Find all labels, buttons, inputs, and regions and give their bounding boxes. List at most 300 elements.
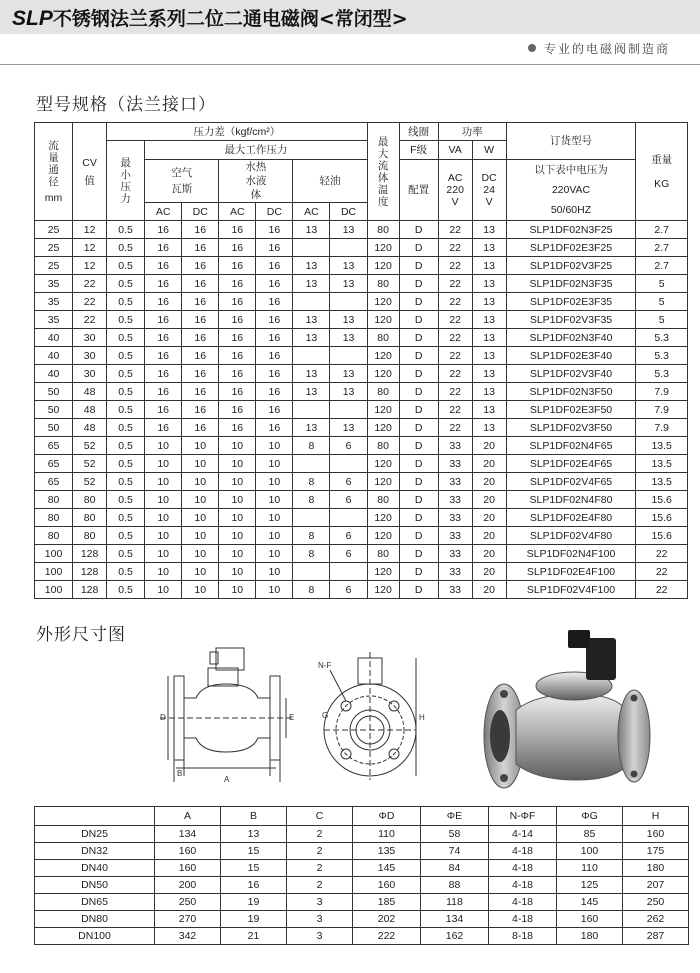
spec-cell: 80 [367, 437, 399, 455]
spec-cell [330, 239, 367, 257]
spec-cell: D [399, 383, 438, 401]
spec-cell: 13 [330, 329, 367, 347]
dims-cell: DN80 [35, 911, 155, 928]
spec-cell: 30 [73, 347, 107, 365]
spec-cell: 120 [367, 257, 399, 275]
spec-cell: 120 [367, 509, 399, 527]
dims-cell: 270 [155, 911, 221, 928]
dims-cell: 200 [155, 877, 221, 894]
spec-cell: 12 [73, 239, 107, 257]
spec-cell: 13.5 [636, 455, 688, 473]
spec-cell: 13 [330, 383, 367, 401]
spec-cell: 7.9 [636, 401, 688, 419]
dims-cell: DN25 [35, 826, 155, 843]
spec-row [35, 563, 688, 581]
dims-cell: 160 [155, 843, 221, 860]
spec-cell: 10 [219, 455, 256, 473]
spec-cell: 20 [472, 563, 506, 581]
spec-cell: 0.5 [107, 329, 145, 347]
spec-cell: 120 [367, 365, 399, 383]
spec-cell [330, 293, 367, 311]
dims-cell: 13 [221, 826, 287, 843]
spec-row [35, 365, 688, 383]
dims-cell: 4-18 [489, 894, 557, 911]
spec-cell: 10 [256, 563, 293, 581]
spec-cell: 16 [145, 419, 182, 437]
spec-cell: D [399, 455, 438, 473]
spec-cell: SLP1DF02E4F100 [506, 563, 636, 581]
spec-cell: 10 [219, 509, 256, 527]
col-coil: 线圈 [399, 123, 438, 141]
dims-cell: 85 [557, 826, 623, 843]
photo-right-flange [618, 690, 650, 782]
label-nf: N-F [318, 661, 332, 670]
spec-cell: 10 [219, 437, 256, 455]
spec-cell: 10 [182, 509, 219, 527]
spec-cell: D [399, 437, 438, 455]
spec-cell: 22 [636, 563, 688, 581]
label-b: B [177, 769, 183, 778]
col-light-oil: 轻油 [293, 160, 367, 203]
spec-cell: 13 [472, 329, 506, 347]
dims-row [35, 928, 689, 945]
col-cv: CV 值 [73, 123, 107, 221]
dims-section-title: 外形尺寸图 [36, 625, 126, 645]
col-va: VA [438, 141, 472, 160]
dims-cell: 84 [421, 860, 489, 877]
spec-cell: 16 [145, 329, 182, 347]
spec-cell: 5.3 [636, 365, 688, 383]
spec-row [35, 275, 688, 293]
spec-cell: 10 [182, 527, 219, 545]
spec-cell: 8 [293, 527, 330, 545]
dims-cell: 202 [353, 911, 421, 928]
spec-cell: 52 [73, 473, 107, 491]
spec-cell: 0.5 [107, 221, 145, 239]
spec-cell: 5 [636, 293, 688, 311]
spec-cell: 25 [35, 257, 73, 275]
spec-cell: SLP1DF02V3F40 [506, 365, 636, 383]
dims-cell: 160 [623, 826, 689, 843]
spec-cell: 5 [636, 311, 688, 329]
dims-cell: 8-18 [489, 928, 557, 945]
dims-cell: 145 [557, 894, 623, 911]
spec-cell: 120 [367, 293, 399, 311]
spec-cell: 5.3 [636, 347, 688, 365]
spec-cell: 0.5 [107, 239, 145, 257]
col-max-working-pressure: 最大工作压力 [145, 141, 367, 160]
spec-cell: 22 [438, 329, 472, 347]
dims-cell: 3 [287, 894, 353, 911]
spec-cell: 35 [35, 275, 73, 293]
spec-cell: 16 [145, 401, 182, 419]
spec-row [35, 437, 688, 455]
spec-cell: 16 [182, 311, 219, 329]
spec-row [35, 491, 688, 509]
dims-cell: 145 [353, 860, 421, 877]
spec-cell: 22 [438, 275, 472, 293]
dims-cell: 2 [287, 843, 353, 860]
spec-cell: 16 [256, 257, 293, 275]
spec-cell [293, 401, 330, 419]
spec-cell: 13 [330, 221, 367, 239]
spec-cell: 120 [367, 419, 399, 437]
spec-cell: 16 [145, 221, 182, 239]
spec-cell: 0.5 [107, 275, 145, 293]
sub-dc: DC [330, 203, 367, 221]
dims-cell: 162 [421, 928, 489, 945]
spec-cell: 10 [256, 581, 293, 599]
spec-cell: 13 [293, 383, 330, 401]
spec-cell: SLP1DF02N3F35 [506, 275, 636, 293]
dims-cell: 100 [557, 843, 623, 860]
spec-cell: 65 [35, 473, 73, 491]
spec-cell: 10 [182, 491, 219, 509]
spec-cell: 13 [472, 419, 506, 437]
spec-cell: 10 [182, 437, 219, 455]
spec-cell: 16 [219, 419, 256, 437]
spec-cell: SLP1DF02N3F25 [506, 221, 636, 239]
spec-cell: 8 [293, 437, 330, 455]
spec-cell: 16 [145, 293, 182, 311]
spec-cell: 10 [256, 509, 293, 527]
dims-cell: 3 [287, 928, 353, 945]
spec-cell: D [399, 257, 438, 275]
spec-cell: 10 [182, 545, 219, 563]
spec-cell [293, 347, 330, 365]
spec-cell: 15.6 [636, 527, 688, 545]
spec-cell: SLP1DF02V4F80 [506, 527, 636, 545]
spec-cell: 6 [330, 545, 367, 563]
spec-cell: 120 [367, 581, 399, 599]
spec-cell [293, 509, 330, 527]
spec-cell: 10 [219, 581, 256, 599]
col-water: 水热水液体 [219, 160, 293, 203]
spec-cell: 22 [636, 545, 688, 563]
spec-cell: SLP1DF02N4F100 [506, 545, 636, 563]
spec-cell: D [399, 275, 438, 293]
spec-cell: 16 [219, 293, 256, 311]
spec-cell: 13 [330, 257, 367, 275]
title-text: 不锈钢法兰系列二位二通电磁阀<常闭型> [52, 8, 408, 30]
divider [0, 64, 700, 65]
dimensions-table [34, 806, 689, 945]
spec-row [35, 221, 688, 239]
spec-cell: SLP1DF02N3F40 [506, 329, 636, 347]
dims-header-cell: C [287, 807, 353, 826]
sub-ac: AC [219, 203, 256, 221]
spec-cell: 22 [636, 581, 688, 599]
dims-cell: 160 [155, 860, 221, 877]
spec-cell: D [399, 527, 438, 545]
spec-cell: 6 [330, 527, 367, 545]
spec-cell: 10 [145, 437, 182, 455]
spec-cell: 20 [472, 509, 506, 527]
spec-cell: 16 [182, 401, 219, 419]
spec-cell: 0.5 [107, 581, 145, 599]
spec-cell: 16 [219, 221, 256, 239]
spec-cell: 16 [256, 419, 293, 437]
side-view-drawing [146, 640, 306, 788]
spec-cell: 16 [256, 365, 293, 383]
sub-dc: DC [256, 203, 293, 221]
dims-cell: 180 [557, 928, 623, 945]
spec-cell: 30 [73, 329, 107, 347]
photo-coil [586, 638, 616, 680]
label-d: D [160, 713, 166, 722]
spec-cell: 120 [367, 527, 399, 545]
col-w: W [472, 141, 506, 160]
spec-cell: SLP1DF02E3F35 [506, 293, 636, 311]
page-title [12, 4, 408, 31]
col-order-model: 订货型号 [506, 123, 636, 160]
col-f-class: F级 [399, 141, 438, 160]
spec-cell: 13 [293, 329, 330, 347]
spec-cell: 22 [73, 311, 107, 329]
spec-cell: 16 [145, 275, 182, 293]
dims-cell: 15 [221, 843, 287, 860]
spec-cell: SLP1DF02E3F25 [506, 239, 636, 257]
spec-cell: 80 [367, 491, 399, 509]
spec-cell: 80 [367, 383, 399, 401]
spec-cell: 13 [330, 275, 367, 293]
spec-cell: 16 [219, 275, 256, 293]
spec-cell: 16 [219, 239, 256, 257]
dims-row [35, 911, 689, 928]
dims-cell: 4-18 [489, 911, 557, 928]
spec-cell [293, 239, 330, 257]
spec-cell: 20 [472, 545, 506, 563]
spec-cell: 50 [35, 401, 73, 419]
spec-cell: 33 [438, 509, 472, 527]
spec-cell: D [399, 545, 438, 563]
spec-cell: 16 [256, 239, 293, 257]
spec-cell: 20 [472, 473, 506, 491]
spec-cell [293, 563, 330, 581]
dims-cell: 2 [287, 877, 353, 894]
spec-cell: 12 [73, 221, 107, 239]
spec-cell: 65 [35, 455, 73, 473]
dims-cell: 262 [623, 911, 689, 928]
spec-cell: 10 [145, 491, 182, 509]
spec-cell: 33 [438, 581, 472, 599]
spec-cell: 120 [367, 455, 399, 473]
spec-cell: 13 [472, 401, 506, 419]
spec-cell: 20 [472, 491, 506, 509]
dims-cell: 134 [421, 911, 489, 928]
spec-cell: 40 [35, 347, 73, 365]
spec-cell: 10 [219, 563, 256, 581]
col-power: 功率 [438, 123, 506, 141]
spec-cell: SLP1DF02V3F50 [506, 419, 636, 437]
spec-cell: 2.7 [636, 239, 688, 257]
spec-cell: 40 [35, 365, 73, 383]
spec-row [35, 239, 688, 257]
bonnet [208, 668, 238, 686]
dims-header-cell: A [155, 807, 221, 826]
spec-cell: D [399, 311, 438, 329]
spec-cell: 13 [472, 347, 506, 365]
col-order-note: 以下表中电压为 220VAC 50/60HZ [506, 160, 636, 221]
col-dc24v: DC 24 V [472, 160, 506, 221]
spec-cell: 16 [219, 329, 256, 347]
spec-cell: 10 [182, 473, 219, 491]
spec-cell: D [399, 509, 438, 527]
spec-cell: SLP1DF02V4F65 [506, 473, 636, 491]
spec-cell: 16 [256, 383, 293, 401]
dims-cell: 222 [353, 928, 421, 945]
spec-cell: 22 [73, 293, 107, 311]
spec-cell: 80 [35, 491, 73, 509]
spec-cell [330, 401, 367, 419]
spec-cell: 16 [182, 221, 219, 239]
spec-cell: 33 [438, 455, 472, 473]
spec-cell: 8 [293, 491, 330, 509]
spec-cell: D [399, 401, 438, 419]
dims-cell: 175 [623, 843, 689, 860]
col-weight: 重量 KG [636, 123, 688, 221]
spec-row [35, 257, 688, 275]
spec-cell: 40 [35, 329, 73, 347]
spec-cell: 80 [367, 329, 399, 347]
spec-row [35, 311, 688, 329]
spec-cell: 12 [73, 257, 107, 275]
spec-cell: 10 [145, 455, 182, 473]
spec-cell: 33 [438, 491, 472, 509]
dims-cell: 342 [155, 928, 221, 945]
dims-cell: 4-18 [489, 877, 557, 894]
spec-cell: 20 [472, 437, 506, 455]
spec-cell: 0.5 [107, 401, 145, 419]
spec-cell: 13 [472, 257, 506, 275]
spec-cell: 20 [472, 581, 506, 599]
spec-cell: 6 [330, 437, 367, 455]
spec-cell: 22 [438, 221, 472, 239]
spec-cell: 6 [330, 491, 367, 509]
spec-cell: 13.5 [636, 473, 688, 491]
coil-housing [216, 648, 244, 670]
spec-row [35, 581, 688, 599]
dims-cell: 110 [353, 826, 421, 843]
dims-header-cell: ΦD [353, 807, 421, 826]
spec-cell: 16 [219, 257, 256, 275]
spec-cell: 30 [73, 365, 107, 383]
spec-cell: 10 [145, 545, 182, 563]
sub-dc: DC [182, 203, 219, 221]
spec-cell: 10 [219, 545, 256, 563]
col-config: 配置 [399, 160, 438, 221]
spec-cell: 0.5 [107, 473, 145, 491]
label-a: A [224, 775, 230, 784]
spec-cell: 120 [367, 563, 399, 581]
spec-row [35, 401, 688, 419]
spec-cell: 16 [182, 329, 219, 347]
dims-cell: 15 [221, 860, 287, 877]
dims-cell: 4-14 [489, 826, 557, 843]
spec-cell: 8 [293, 545, 330, 563]
spec-cell: 6 [330, 473, 367, 491]
spec-cell: 10 [256, 545, 293, 563]
spec-cell: 22 [438, 311, 472, 329]
spec-cell: SLP1DF02V3F25 [506, 257, 636, 275]
spec-cell: 80 [35, 509, 73, 527]
bullet-icon [528, 44, 536, 52]
dims-cell: 19 [221, 911, 287, 928]
spec-cell: 120 [367, 347, 399, 365]
dims-cell: 19 [221, 894, 287, 911]
spec-cell: 16 [182, 275, 219, 293]
spec-cell: 16 [182, 365, 219, 383]
spec-cell: 16 [219, 311, 256, 329]
spec-cell: 0.5 [107, 257, 145, 275]
spec-cell: 22 [438, 383, 472, 401]
photo-bolt-hole [631, 771, 638, 778]
spec-cell: 65 [35, 437, 73, 455]
dims-cell: 3 [287, 911, 353, 928]
spec-cell: 0.5 [107, 455, 145, 473]
spec-row [35, 509, 688, 527]
spec-cell: 120 [367, 311, 399, 329]
spec-cell: 13 [472, 239, 506, 257]
spec-cell: D [399, 329, 438, 347]
spec-cell: 16 [182, 383, 219, 401]
dims-row [35, 860, 689, 877]
spec-cell: 16 [219, 365, 256, 383]
spec-cell: 16 [219, 401, 256, 419]
spec-cell: 0.5 [107, 383, 145, 401]
spec-cell: 16 [145, 311, 182, 329]
spec-cell: 50 [35, 419, 73, 437]
spec-cell: 16 [145, 257, 182, 275]
dims-cell: 88 [421, 877, 489, 894]
spec-cell: 33 [438, 437, 472, 455]
spec-section-title: 型号规格（法兰接口） [36, 95, 216, 115]
spec-cell: 16 [182, 419, 219, 437]
spec-cell: 2.7 [636, 257, 688, 275]
spec-cell: 35 [35, 311, 73, 329]
dims-cell: DN65 [35, 894, 155, 911]
dims-cell: 16 [221, 877, 287, 894]
spec-cell: 10 [256, 437, 293, 455]
spec-cell: 0.5 [107, 311, 145, 329]
brand-prefix: SLP [12, 7, 53, 30]
spec-cell: 10 [256, 473, 293, 491]
spec-cell: 13 [472, 275, 506, 293]
connector [210, 652, 218, 664]
spec-cell: 16 [256, 311, 293, 329]
subtitle [528, 40, 670, 57]
photo-bolt-hole [500, 774, 508, 782]
spec-cell: 5 [636, 275, 688, 293]
spec-cell: 33 [438, 563, 472, 581]
spec-cell: 33 [438, 527, 472, 545]
spec-cell: 100 [35, 545, 73, 563]
dims-cell: 287 [623, 928, 689, 945]
spec-row [35, 473, 688, 491]
photo-bore [490, 710, 510, 762]
spec-cell: 10 [145, 509, 182, 527]
spec-cell: 10 [145, 563, 182, 581]
spec-cell: 16 [219, 347, 256, 365]
dims-cell: DN40 [35, 860, 155, 877]
spec-cell: 8 [293, 581, 330, 599]
dims-row [35, 877, 689, 894]
spec-cell: 16 [145, 365, 182, 383]
spec-cell: 16 [256, 401, 293, 419]
spec-cell: 7.9 [636, 383, 688, 401]
dims-header-cell: N-ΦF [489, 807, 557, 826]
spec-cell: 25 [35, 239, 73, 257]
